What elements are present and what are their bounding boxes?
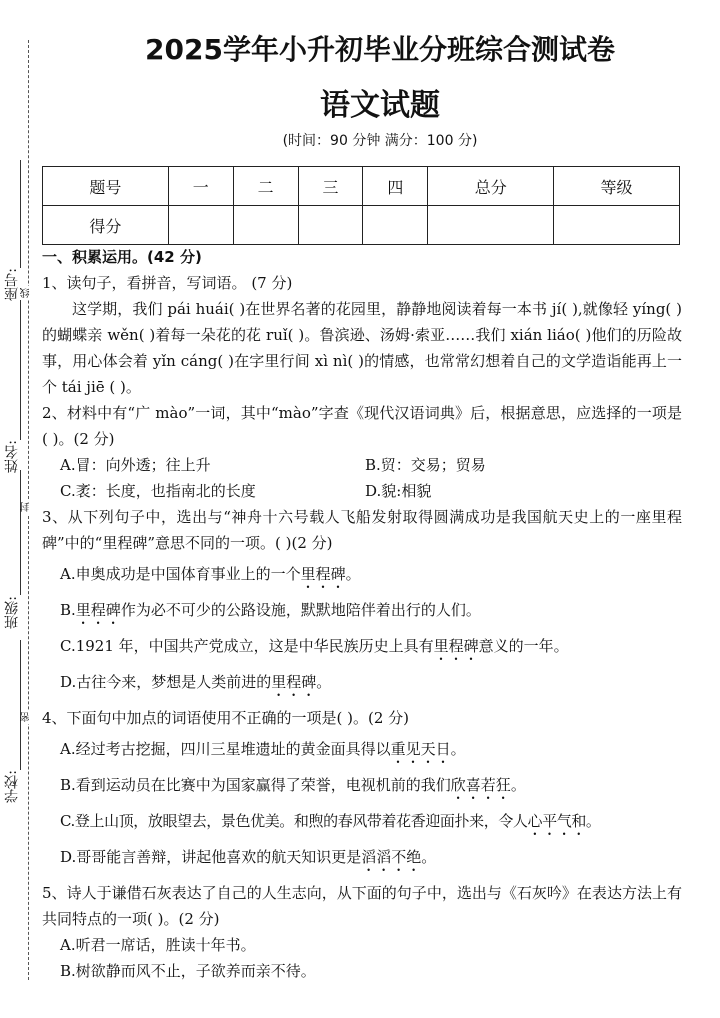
header-cell: 四 (363, 167, 428, 206)
header-cell: 二 (233, 167, 298, 206)
question-2-stem: 2、材料中有“广 mào”一词，其中“mào”字查《现代汉语词典》后，根据意思，应选择的一项是( )。(2 分) (42, 404, 682, 448)
score-cell[interactable] (554, 206, 680, 245)
score-table-header-row (43, 167, 680, 206)
question-2-options-row2 (42, 478, 682, 504)
seat-underline (20, 160, 21, 268)
score-row-label: 得分 (43, 206, 169, 245)
emphasis-word: 心平气和 (527, 812, 586, 830)
header-cell: 题号 (43, 167, 169, 206)
question-3-option-c (42, 633, 682, 664)
question-3-option-a (42, 561, 682, 592)
emphasis-word: 里程碑 (433, 637, 479, 655)
exam-subtitle: 语文试题 (320, 88, 440, 123)
question-2-options-row1 (42, 452, 682, 478)
option-text: C.登上山顶，放眼望去，景色优美。和煦的春风带着花香迎面扑来，令人 (60, 812, 528, 830)
name-field (2, 440, 22, 473)
binding-sidebar (0, 0, 40, 1018)
header-cell: 一 (168, 167, 233, 206)
school-underline (20, 640, 21, 770)
emphasis-word: 重见天日 (390, 740, 451, 758)
option-text: B.看到运动员在比赛中为国家赢得了荣誉，电视机前的我们 (60, 776, 451, 794)
emphasis-word: 里程碑 (300, 565, 346, 583)
mark-mi: 密 (21, 712, 32, 722)
mark-feng: 封 (21, 502, 32, 512)
question-3-option-b (42, 597, 682, 628)
emphasis-word: 里程碑 (75, 601, 121, 619)
question-4-stem: 4、下面句中加点的词语使用不正确的一项是( )。(2 分) (42, 709, 410, 727)
question-3-stem: 3、从下列句子中，选出与“神舟十六号载人飞船发射取得圆满成功是我国航天史上的一座里程碑”中的“里程碑”意思不同的一项。( )(2 分) (42, 508, 682, 552)
question-4-option-a (42, 736, 682, 767)
question-4-option-c (42, 808, 682, 839)
question-4-option-d (42, 844, 682, 875)
option-text: D.古往今来，梦想是人类前进的 (60, 673, 272, 691)
exam-content (42, 244, 682, 984)
score-table (42, 166, 680, 245)
option-text: 。 (510, 776, 526, 794)
question-4-option-b (42, 772, 682, 803)
name-label: 姓名: (4, 440, 20, 473)
score-table-score-row (43, 206, 680, 245)
option-text: 。 (345, 565, 361, 583)
section-heading: 一、积累运用。(42 分) (42, 248, 202, 266)
option-text: 。 (421, 848, 437, 866)
score-cell[interactable] (233, 206, 298, 245)
option-text: 。 (316, 673, 332, 691)
question-1-stem: 1、读句子，看拼音，写词语。 (7 分) (42, 274, 293, 292)
option-d: D.貌:相貌 (365, 482, 432, 500)
question-5-stem: 5、诗人于谦借石灰表达了自己的人生志向，从下面的句子中，选出与《石灰吟》在表达方法上有共同特点的一项( )。(2 分) (42, 884, 682, 928)
option-text: A.经过考古挖掘，四川三星堆遗址的黄金面具得以 (60, 740, 391, 758)
class-label: 班级: (4, 596, 20, 629)
option-text: C.1921 年，中国共产党成立，这是中华民族历史上具有 (60, 637, 434, 655)
seat-label: 座号: (4, 268, 20, 301)
score-cell[interactable] (168, 206, 233, 245)
school-label: 学校: (4, 770, 20, 803)
seat-field (2, 268, 22, 301)
score-cell[interactable] (363, 206, 428, 245)
class-field (2, 596, 22, 629)
option-b: B.贸：交易；贸易 (365, 456, 486, 474)
school-field (2, 770, 22, 803)
score-cell[interactable] (298, 206, 363, 245)
option-text: D.哥哥能言善辩，讲起他喜欢的航天知识更是 (60, 848, 362, 866)
header-cell: 三 (298, 167, 363, 206)
option-text: A.申奥成功是中国体育事业上的一个 (60, 565, 301, 583)
exam-title: 2025学年小升初毕业分班综合测试卷 (145, 33, 615, 66)
option-text: 。 (585, 812, 601, 830)
option-text: 作为必不可少的公路设施，默默地陪伴着出行的人们。 (120, 601, 481, 619)
option-c: C.袤：长度，也指南北的长度 (60, 482, 256, 500)
option-a: A.冒：向外透；往上升 (60, 456, 211, 474)
emphasis-word: 欣喜若狂 (450, 776, 511, 794)
header-cell: 等级 (554, 167, 680, 206)
question-5-option-b: B.树欲静而风不止，子欲养而亲不待。 (60, 962, 316, 980)
emphasis-word: 滔滔不绝 (361, 848, 422, 866)
exam-info: (时间：90 分钟 满分：100 分) (282, 133, 478, 149)
option-text: 意义的一年。 (478, 637, 569, 655)
header-cell: 总分 (428, 167, 554, 206)
question-5-option-a: A.听君一席话，胜读十年书。 (60, 936, 256, 954)
name-underline (20, 300, 21, 440)
question-1-passage: 这学期，我们 pái huái( )在世界名著的花园里，静静地阅读着每一本书 jí( ),就像轻 yíng( )的蝴蝶亲 wěn( )着每一朵花的花 ruǐ( )。鲁滨逊、汤姆·索亚……我们 xián liáo( )他们的历险故事，用心体会着 yǐn cáng( )在字里行间 xì nì( )的情感，也常常幻想着自己的文学造诣能再上一个 tái jiē ( )。 (42, 300, 682, 396)
emphasis-word: 里程碑 (271, 673, 317, 691)
option-text: B. (60, 601, 76, 619)
option-text: 。 (450, 740, 466, 758)
class-underline (20, 470, 21, 595)
score-cell[interactable] (428, 206, 554, 245)
question-3-option-d (42, 669, 682, 700)
mark-xian: 线 (21, 288, 32, 298)
